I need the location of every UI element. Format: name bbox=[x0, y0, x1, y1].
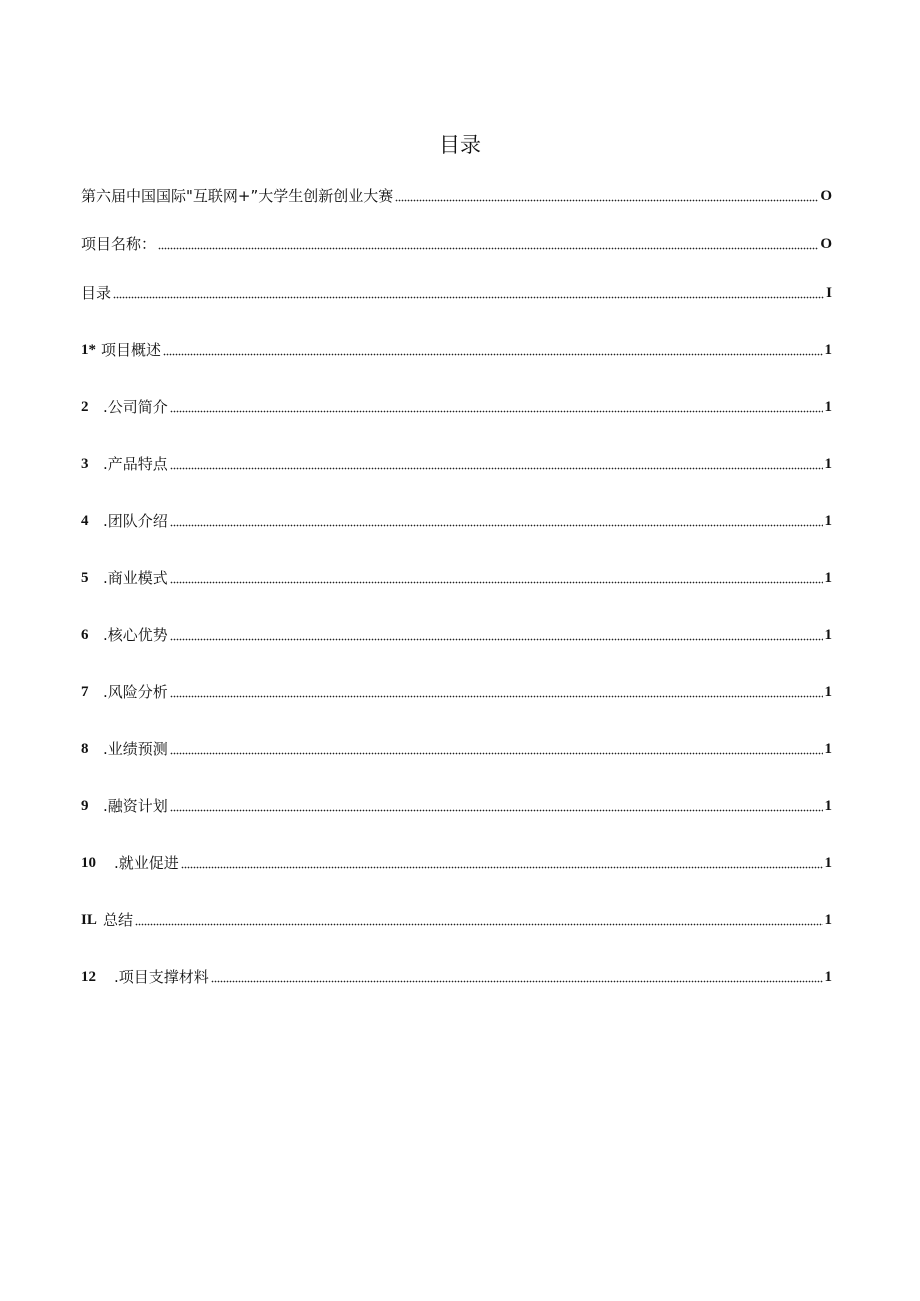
toc-entry-number: 7 bbox=[81, 684, 89, 700]
toc-entry[interactable] bbox=[81, 336, 832, 360]
toc-dot-leader bbox=[170, 690, 823, 698]
toc-entry-number: 8 bbox=[81, 741, 89, 757]
toc-entry-number: 1* bbox=[81, 342, 96, 358]
toc-entry-text: 项目名称： bbox=[81, 235, 157, 253]
toc-entry[interactable] bbox=[81, 792, 832, 816]
toc-entry[interactable] bbox=[81, 182, 832, 206]
toc-entry-number: 10 bbox=[81, 855, 96, 871]
toc-entry-text: .就业促进 bbox=[114, 854, 179, 872]
toc-entry-text: .公司简介 bbox=[103, 398, 168, 416]
toc-entry-number: 5 bbox=[81, 570, 89, 586]
toc-dot-leader bbox=[170, 804, 823, 812]
toc-entry-page: 1 bbox=[824, 513, 832, 529]
toc-entry-number: 6 bbox=[81, 627, 89, 643]
toc-dot-leader bbox=[158, 242, 818, 250]
toc-entry[interactable] bbox=[81, 393, 832, 417]
toc-entry[interactable] bbox=[81, 849, 832, 873]
toc-dot-leader bbox=[395, 194, 818, 202]
toc-dot-leader bbox=[170, 747, 823, 755]
toc-entry-text: .产品特点 bbox=[103, 455, 168, 473]
toc-entry-page: 1 bbox=[824, 342, 832, 358]
toc-entry-page: 1 bbox=[824, 912, 832, 928]
toc-entry-text: 项目概述 bbox=[101, 341, 162, 359]
toc-entry-page: 1 bbox=[824, 570, 832, 586]
toc-entry-page: 1 bbox=[824, 798, 832, 814]
toc-dot-leader bbox=[170, 633, 823, 641]
toc-entry-page: O bbox=[820, 188, 832, 204]
toc-entry[interactable] bbox=[81, 450, 832, 474]
toc-entry[interactable] bbox=[81, 564, 832, 588]
toc-entry-text: 总结 bbox=[103, 911, 134, 929]
toc-entry-number: 9 bbox=[81, 798, 89, 814]
toc-entry-text: .项目支撑材料 bbox=[114, 968, 209, 986]
toc-entry-text: .业绩预测 bbox=[103, 740, 168, 758]
toc-dot-leader bbox=[113, 291, 824, 299]
toc-entry-page: 1 bbox=[824, 627, 832, 643]
toc-entry-text: .团队介绍 bbox=[103, 512, 168, 530]
toc-dot-leader bbox=[163, 348, 822, 356]
toc-entry-text: .商业模式 bbox=[103, 569, 168, 587]
toc-entry-page: 1 bbox=[824, 456, 832, 472]
toc-entry-number: 3 bbox=[81, 456, 89, 472]
toc-entry[interactable] bbox=[81, 963, 832, 987]
toc-entry-text: 目录 bbox=[81, 284, 112, 302]
toc-entry-page: O bbox=[820, 236, 832, 252]
toc-entry-page: 1 bbox=[824, 684, 832, 700]
toc-dot-leader bbox=[170, 405, 823, 413]
toc-title: 目录 bbox=[439, 133, 481, 157]
toc-entry-text: .风险分析 bbox=[103, 683, 168, 701]
toc-entry-number: 12 bbox=[81, 969, 96, 985]
toc-entry[interactable] bbox=[81, 507, 832, 531]
toc-entry-page: 1 bbox=[824, 969, 832, 985]
toc-entry-number: 2 bbox=[81, 399, 89, 415]
toc-entry[interactable] bbox=[81, 678, 832, 702]
toc-entry[interactable] bbox=[81, 279, 832, 303]
toc-entry[interactable] bbox=[81, 230, 832, 254]
toc-dot-leader bbox=[170, 462, 823, 470]
toc-entry-text: 第六届中国国际"互联网+”大学生创新创业大赛 bbox=[81, 187, 394, 205]
toc-entry-text: .融资计划 bbox=[103, 797, 168, 815]
toc-entry[interactable] bbox=[81, 735, 832, 759]
toc-entry-page: 1 bbox=[824, 855, 832, 871]
toc-dot-leader bbox=[170, 519, 823, 527]
toc-entry-page: I bbox=[826, 285, 832, 301]
toc-entry-text: .核心优势 bbox=[103, 626, 168, 644]
toc-dot-leader bbox=[170, 576, 823, 584]
toc-dot-leader bbox=[181, 861, 823, 869]
toc-entry-number: 4 bbox=[81, 513, 89, 529]
toc-entry-page: 1 bbox=[824, 399, 832, 415]
toc-entry[interactable] bbox=[81, 621, 832, 645]
toc-dot-leader bbox=[211, 975, 823, 983]
toc-entry-number: IL bbox=[81, 912, 97, 928]
toc-entry[interactable] bbox=[81, 906, 832, 930]
toc-entry-page: 1 bbox=[824, 741, 832, 757]
toc-dot-leader bbox=[135, 918, 822, 926]
